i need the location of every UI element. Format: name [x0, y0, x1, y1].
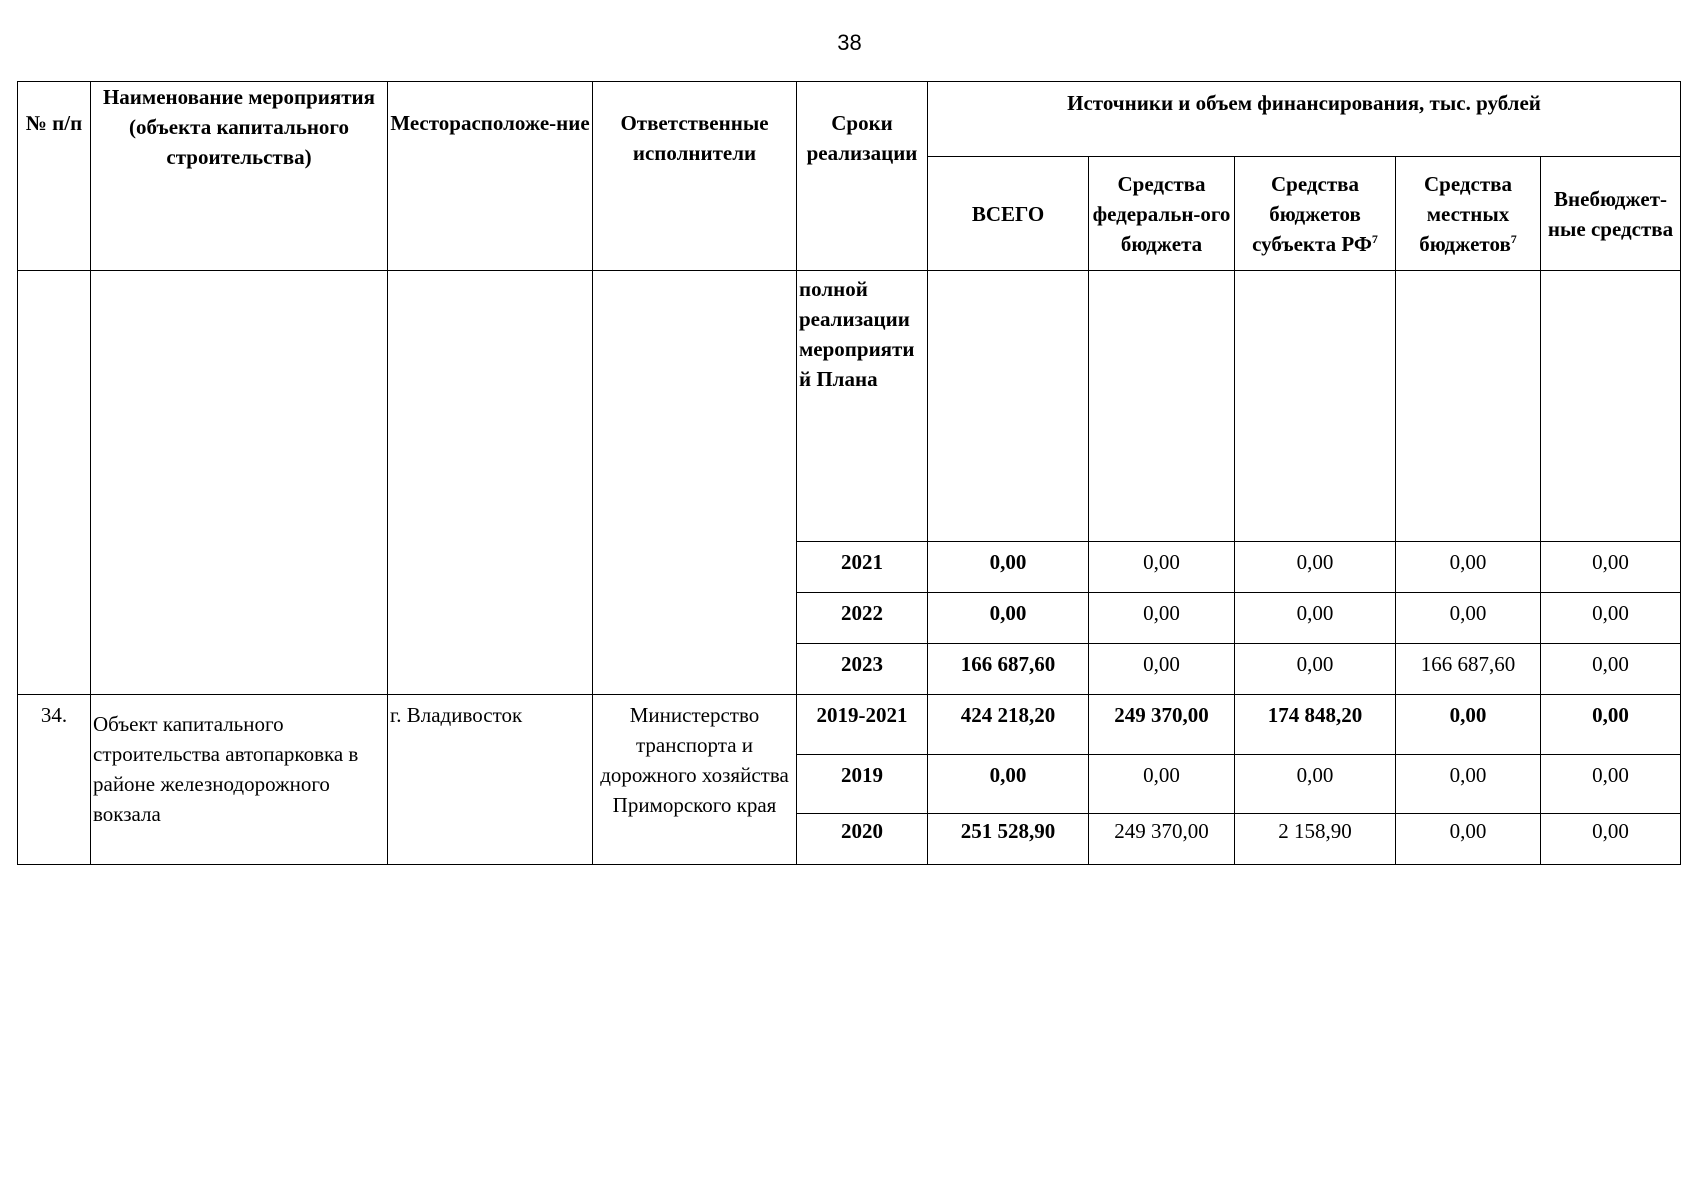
continued-term-text: полной реализации мероприяти й Плана [797, 271, 928, 542]
year-cell: 2019 [797, 755, 928, 814]
subject-cell: 0,00 [1235, 593, 1396, 644]
header-total: ВСЕГО [928, 157, 1089, 271]
extra-cell: 0,00 [1541, 593, 1681, 644]
federal-cell: 0,00 [1089, 755, 1235, 814]
federal-cell: 249 370,00 [1089, 695, 1235, 755]
empty-cell [1396, 271, 1541, 542]
item-name: Объект капитального строительства автопарковка в районе железнодорожного вокзала [91, 695, 388, 865]
year-cell: 2022 [797, 593, 928, 644]
empty-cell [1541, 271, 1681, 542]
header-local: Средства местных бюджетов$^7$ [1396, 157, 1541, 271]
subject-cell: 0,00 [1235, 644, 1396, 695]
header-location: Месторасположе-ние [388, 82, 593, 271]
empty-cell [1089, 271, 1235, 542]
year-cell: 2021 [797, 542, 928, 593]
total-cell: 0,00 [928, 593, 1089, 644]
federal-cell: 0,00 [1089, 644, 1235, 695]
local-cell: 0,00 [1396, 542, 1541, 593]
continued-executors [593, 271, 797, 695]
continued-location [388, 271, 593, 695]
item-num: 34. [18, 695, 91, 865]
extra-cell: 0,00 [1541, 695, 1681, 755]
total-cell: 0,00 [928, 755, 1089, 814]
local-cell: 0,00 [1396, 814, 1541, 865]
table-row [18, 695, 1681, 755]
empty-cell [1235, 271, 1396, 542]
header-executors: Ответственные исполнители [593, 82, 797, 271]
continued-row-term [18, 271, 1681, 542]
page-number: 38 [837, 30, 862, 55]
subject-cell: 2 158,90 [1235, 814, 1396, 865]
total-cell: 424 218,20 [928, 695, 1089, 755]
year-cell: 2020 [797, 814, 928, 865]
extra-cell: 0,00 [1541, 542, 1681, 593]
header-row-1 [18, 82, 1681, 157]
continued-num [18, 271, 91, 695]
financing-table [17, 81, 1681, 865]
year-cell: 2023 [797, 644, 928, 695]
extra-cell: 0,00 [1541, 814, 1681, 865]
total-cell: 251 528,90 [928, 814, 1089, 865]
federal-cell: 249 370,00 [1089, 814, 1235, 865]
header-terms: Сроки реализации [797, 82, 928, 271]
header-subject: Средства бюджетов субъекта $РФ^7$ [1235, 157, 1396, 271]
continued-name [91, 271, 388, 695]
local-cell: 0,00 [1396, 593, 1541, 644]
local-cell: 166 687,60 [1396, 644, 1541, 695]
subject-cell: 174 848,20 [1235, 695, 1396, 755]
year-cell: 2019-2021 [797, 695, 928, 755]
header-extra: Внебюджет-ные средства [1541, 157, 1681, 271]
empty-cell [928, 271, 1089, 542]
local-cell: 0,00 [1396, 755, 1541, 814]
header-name: Наименование мероприятия (объекта капитального строительства) [91, 82, 388, 271]
subject-cell: 0,00 [1235, 755, 1396, 814]
header-finance: Источники и объем финансирования, тыс. рублей [928, 82, 1681, 157]
extra-cell: 0,00 [1541, 644, 1681, 695]
item-location: г. Владивосток [388, 695, 593, 865]
total-cell: 166 687,60 [928, 644, 1089, 695]
total-cell: 0,00 [928, 542, 1089, 593]
extra-cell: 0,00 [1541, 755, 1681, 814]
subject-cell: 0,00 [1235, 542, 1396, 593]
federal-cell: 0,00 [1089, 593, 1235, 644]
item-executors: Министерство транспорта и дорожного хозяйства Приморского края [593, 695, 797, 865]
federal-cell: 0,00 [1089, 542, 1235, 593]
header-federal: Средства федеральн-ого бюджета [1089, 157, 1235, 271]
local-cell: 0,00 [1396, 695, 1541, 755]
header-num: № п/п [18, 82, 91, 271]
